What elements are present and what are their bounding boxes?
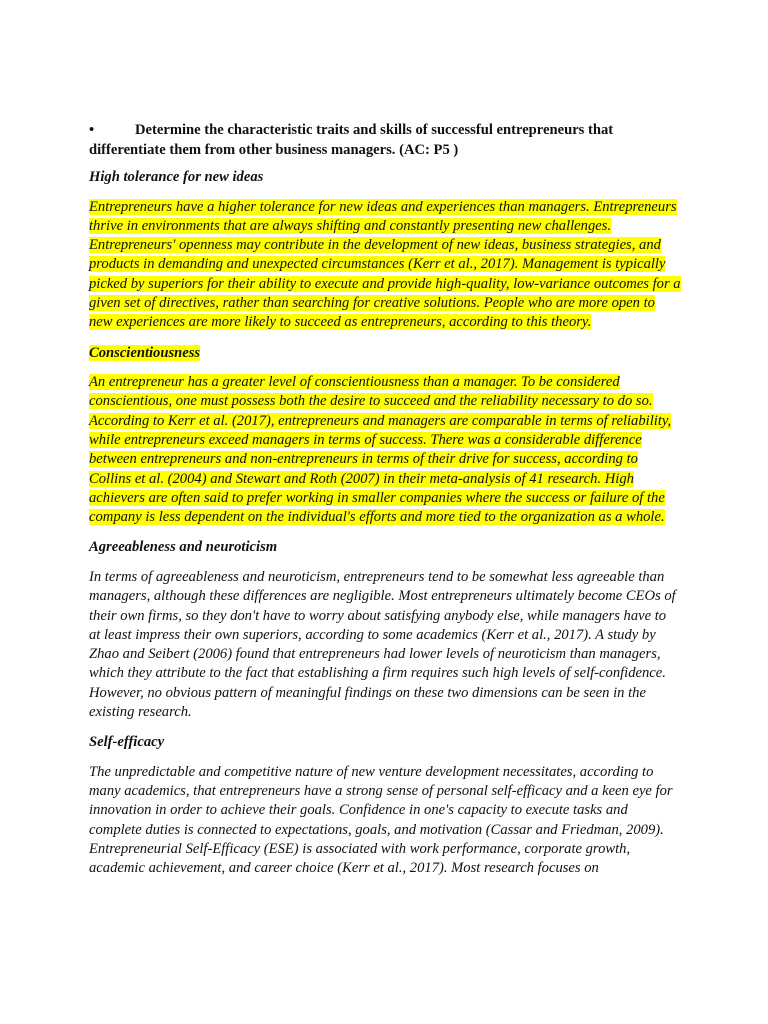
section-heading-self-efficacy bbox=[89, 733, 681, 753]
highlighted-text: An entrepreneur has a greater level of conscientiousness than a manager. To be considered conscientious, one must possess both the desire to succeed and the reliability necessary to do so. According to Kerr et al. (2017), entrepreneurs and managers are comparable in terms of reliability, while entrepreneurs exceed managers in terms of success. There was a considerable difference between entrepreneurs and non-entrepreneurs in terms of their drive for success, according to Collins et al. (2004) and Stewart and Roth (2007) in their meta-analysis of 41 research. High achievers are often said to prefer working in smaller companies where the success or failure of the company is less dependent on the individual's efforts and more tied to the organization as a whole. bbox=[89, 374, 672, 526]
highlighted-text: Entrepreneurs have a higher tolerance for new ideas and experiences than managers. Entrepreneurs thrive in environments that are always shifting and constantly presenting new challenges. Entrepreneurs' openness may contribute in the development of new ideas, business strategies, and products in demanding and unexpected circumstances (Kerr et al., 2017). Management is typically picked by superiors for their ability to execute and provide high-quality, low-variance outcomes for a given set of directives, rather than searching for creative solutions. People who are more open to new experiences are more likely to succeed as entrepreneurs, according to this theory. bbox=[89, 198, 681, 331]
section-heading-text: Agreeableness and neuroticism bbox=[89, 539, 278, 556]
task-statement bbox=[89, 121, 681, 160]
section-heading-agreeableness bbox=[89, 538, 681, 558]
section-heading-text: High tolerance for new ideas bbox=[89, 169, 264, 185]
document-content bbox=[89, 121, 681, 890]
section-heading-tolerance bbox=[89, 168, 681, 188]
bullet-marker: • bbox=[89, 122, 95, 138]
highlighted-heading-text: Conscientiousness bbox=[89, 344, 201, 361]
task-text: Determine the characteristic traits and skills of successful entrepreneurs that differentiate them from other business managers. (AC: P5 ) bbox=[89, 122, 614, 158]
section-body-conscientiousness bbox=[89, 373, 681, 527]
section-heading-conscientiousness bbox=[89, 344, 681, 364]
section-body-agreeableness: In terms of agreeableness and neuroticism, entrepreneurs tend to be somewhat less agreeable than managers, although these differences are negligible. Most entrepreneurs ultimately become CEOs of their own firms, so they don't have to worry about satisfying anybody else, while managers have to at least impress their own superiors, according to some academics (Kerr et al., 2017). A study by Zhao and Seibert (2006) found that entrepreneurs had lower levels of neuroticism than managers, which they attribute to the fact that establishing a firm requires such high levels of self-confidence. However, no obvious pattern of meaningful findings on these two dimensions can be seen in the existing research. bbox=[89, 568, 676, 721]
section-body-self-efficacy: The unpredictable and competitive nature of new venture development necessitates, according to many academics, that entrepreneurs have a strong sense of personal self-efficacy and a keen eye for innovation in order to achieve their goals. Confidence in one's capacity to execute tasks and complete duties is connected to expectations, goals, and motivation (Cassar and Friedman, 2009). Entrepreneurial Self-Efficacy (ESE) is associated with work performance, corporate growth, academic achievement, and career choice (Kerr et al., 2017). Most research focuses on bbox=[89, 763, 673, 877]
section-body-tolerance bbox=[89, 198, 681, 333]
section-heading-text: Self-efficacy bbox=[89, 734, 165, 751]
